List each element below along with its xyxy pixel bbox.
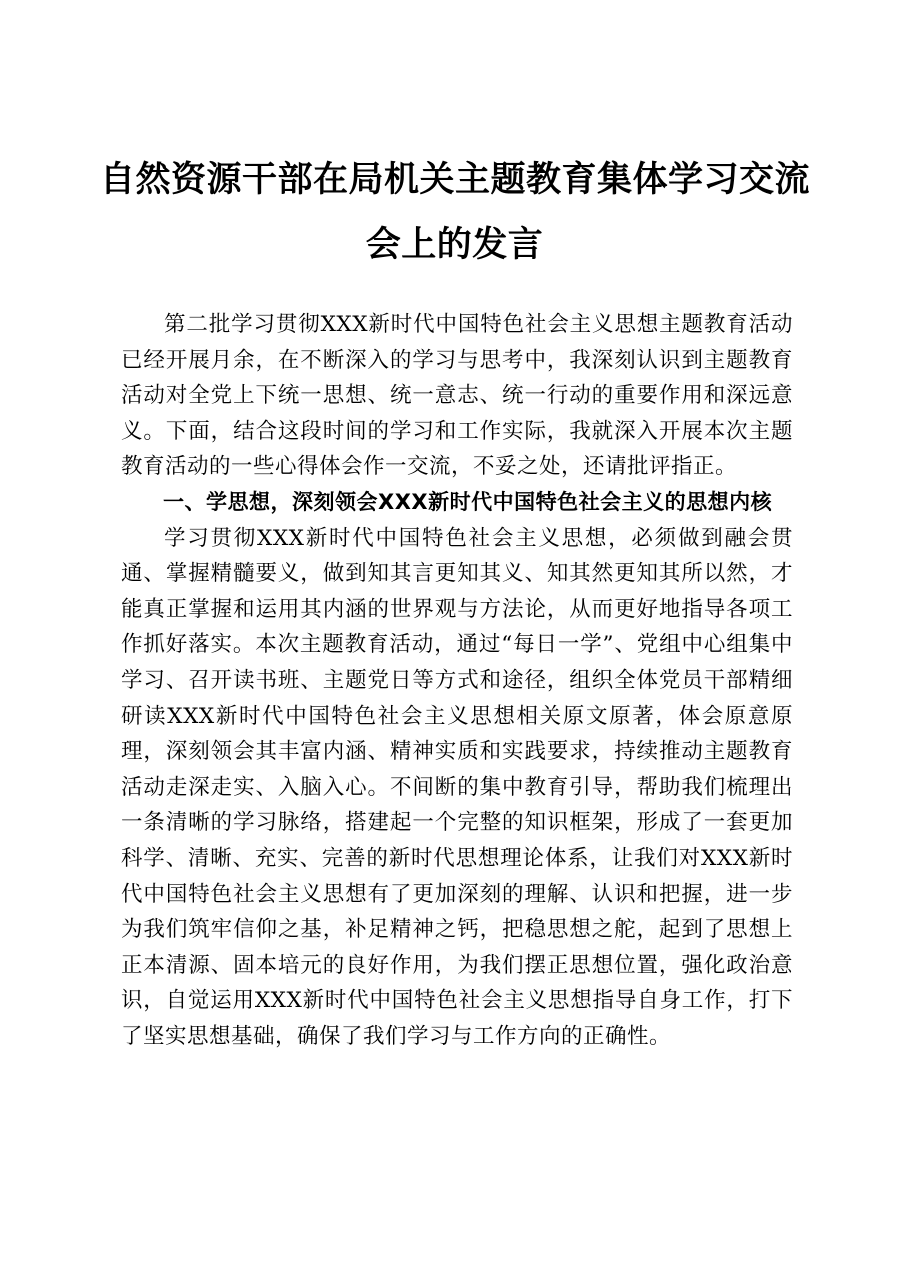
section-heading-1: 一、学思想，深刻领会XXX新时代中国特色社会主义的思想内核: [163, 489, 773, 514]
document-title-line-1: 自然资源干部在局机关主题教育集体学习交流: [100, 159, 811, 200]
document-body: [121, 307, 793, 1054]
section-1-paragraph: 学习贯彻XXX新时代中国特色社会主义思想，必须做到融会贯通、掌握精髓要义，做到知其言更知其义、知其然更知其所以然，才能真正掌握和运用其内涵的世界观与方法论，从而更好地指导各项工作抓好落实。本次主题教育活动，通过“每日一学”、党组中心组集中学习、召开读书班、主题党日等方式和途径，组织全体党员干部精细研读XXX新时代中国特色社会主义思想相关原文原著，体会原意原理，深刻领会其丰富内涵、精神实质和实践要求，持续推动主题教育活动走深走实、入脑入心。不间断的集中教育引导，帮助我们梳理出一条清晰的学习脉络，搭建起一个完整的知识框架，形成了一套更加科学、清晰、充实、完善的新时代思想理论体系，让我们对XXX新时代中国特色社会主义思想有了更加深刻的理解、认识和把握，进一步为我们筑牢信仰之基，补足精神之钙，把稳思想之舵，起到了思想上正本清源、固本培元的良好作用，为我们摆正思想位置，强化政治意识，自觉运用XXX新时代中国特色社会主义思想指导自身工作，打下了坚实思想基础，确保了我们学习与工作方向的正确性。: [121, 525, 793, 1049]
intro-paragraph: 第二批学习贯彻XXX新时代中国特色社会主义思想主题教育活动已经开展月余，在不断深入的学习与思考中，我深刻认识到主题教育活动对全党上下统一思想、统一意志、统一行动的重要作用和深远意义。下面，结合这段时间的学习和工作实际，我就深入开展本次主题教育活动的一些心得体会作一交流，不妥之处，还请批评指正。: [121, 312, 793, 480]
document-title-line-2: 会上的发言: [365, 224, 544, 265]
